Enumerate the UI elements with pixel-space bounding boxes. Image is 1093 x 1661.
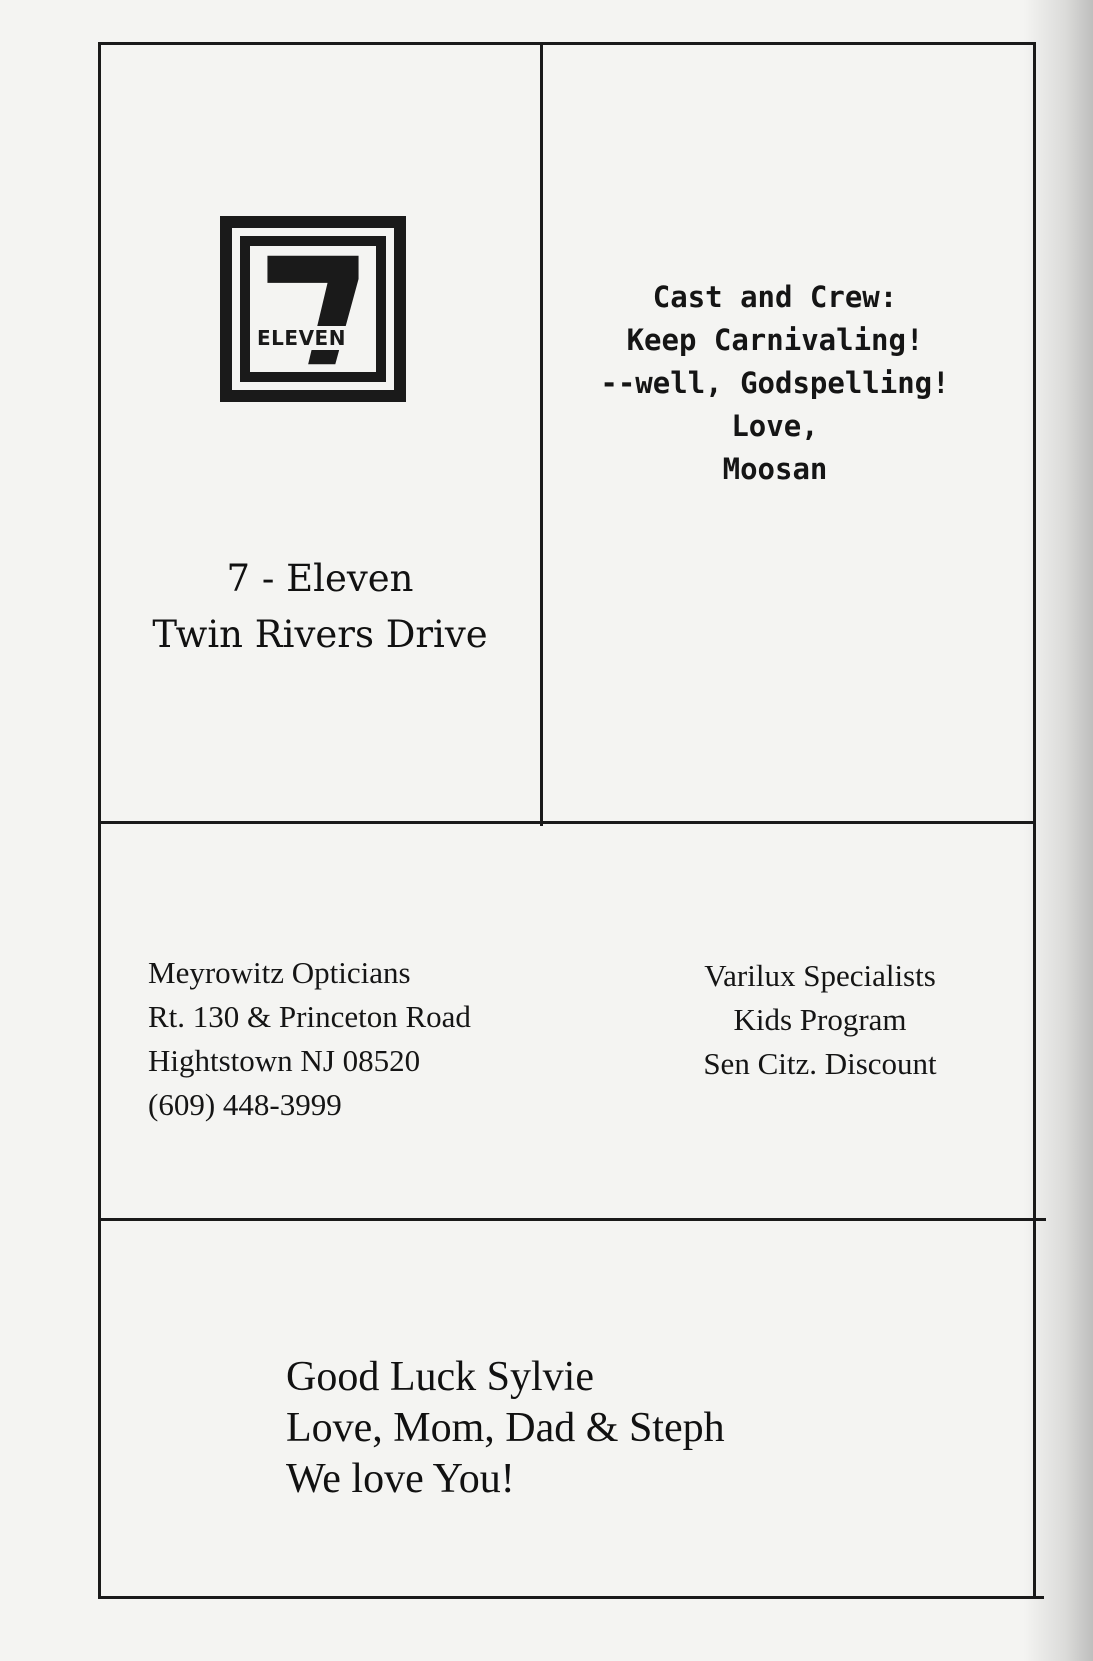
optician-name: Meyrowitz Opticians — [148, 955, 411, 990]
good-luck-line: We love You! — [286, 1456, 515, 1502]
good-luck-message — [286, 1352, 725, 1505]
message-line: Love, — [731, 409, 819, 443]
optician-phone: (609) 448-3999 — [148, 1087, 342, 1122]
service-item: Sen Citz. Discount — [703, 1046, 937, 1081]
frame-top-border — [98, 42, 1035, 45]
good-luck-line: Good Luck Sylvie — [286, 1354, 594, 1400]
store-name: 7 - Eleven — [226, 557, 414, 600]
store-location: Twin Rivers Drive — [152, 613, 488, 656]
logo-inner-frame — [240, 236, 386, 382]
divider-vertical-top — [540, 42, 543, 826]
frame-bottom-border — [98, 1596, 1044, 1599]
seven-eleven-logo-icon — [220, 216, 406, 402]
cast-crew-message — [560, 276, 990, 491]
seven-digit-icon — [250, 246, 376, 372]
good-luck-line: Love, Mom, Dad & Steph — [286, 1405, 725, 1451]
message-signature: Moosan — [722, 452, 828, 486]
message-line: Cast and Crew: — [652, 280, 898, 314]
message-line: Keep Carnivaling! — [626, 323, 924, 357]
service-item: Varilux Specialists — [704, 958, 936, 993]
divider-horizontal-2 — [98, 1218, 1046, 1221]
optician-city: Hightstown NJ 08520 — [148, 1043, 421, 1078]
logo-word-eleven: ELEVEN — [254, 326, 349, 350]
message-line: --well, Godspelling! — [600, 366, 950, 400]
divider-horizontal-1 — [98, 821, 1036, 824]
optician-address: Rt. 130 & Princeton Road — [148, 999, 471, 1034]
service-item: Kids Program — [733, 1002, 907, 1037]
optician-services — [630, 954, 1010, 1086]
optician-contact — [148, 951, 471, 1127]
